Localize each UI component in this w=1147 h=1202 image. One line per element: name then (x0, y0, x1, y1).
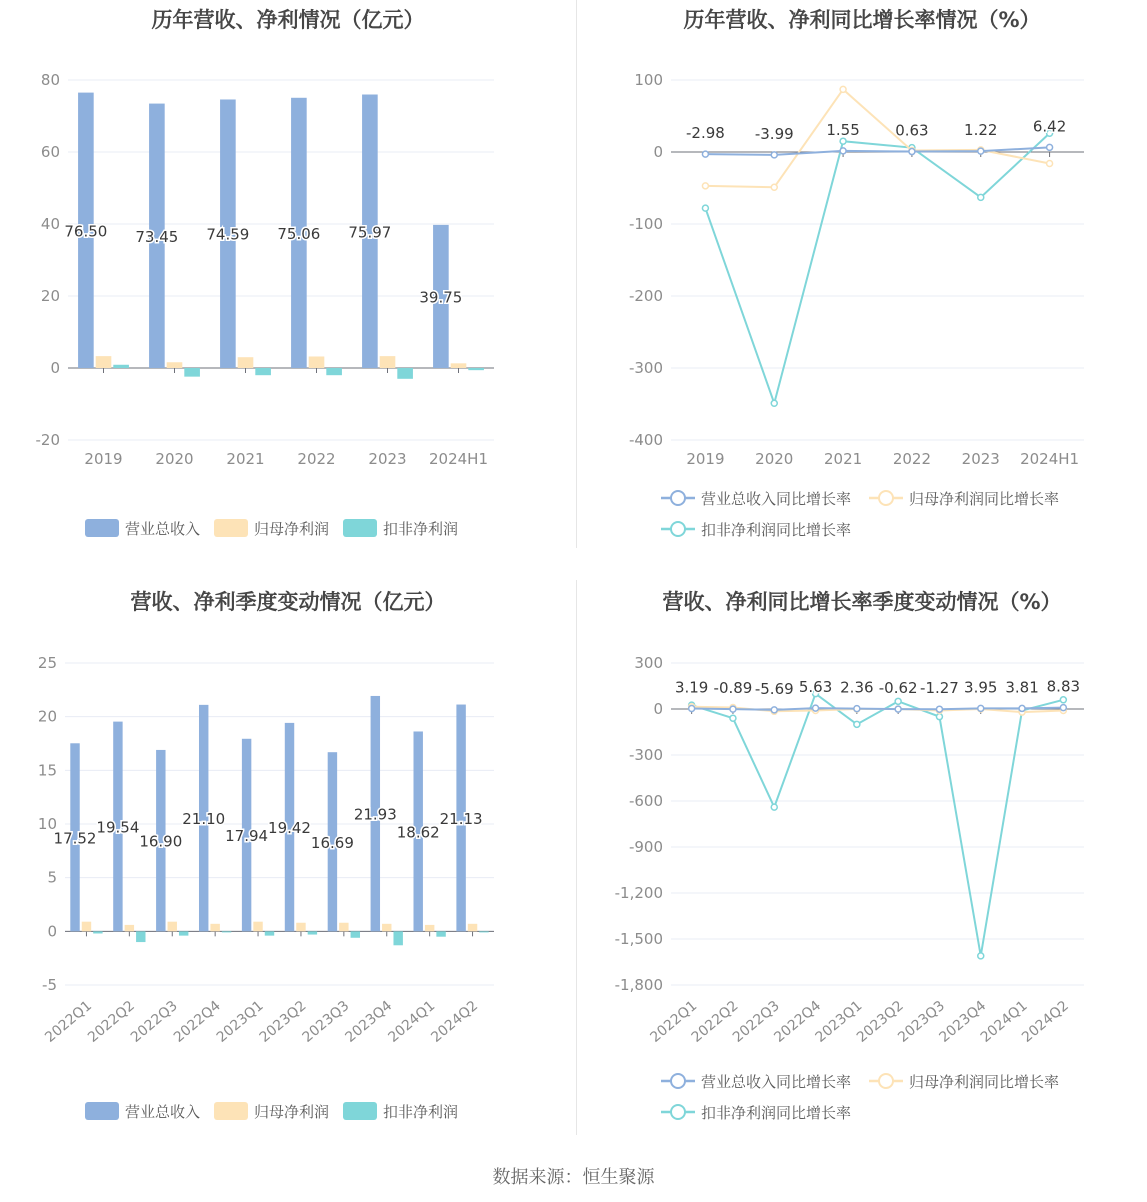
bar-parent-profit (468, 924, 477, 932)
bar-deducted-profit (93, 931, 102, 933)
legend-label: 营业总收入同比增长率 (701, 490, 852, 508)
data-point (813, 705, 819, 711)
x-tick-label: 2022 (892, 450, 932, 468)
legend-marker (879, 491, 893, 505)
data-label: 75.97 (348, 223, 392, 242)
x-tick-label: 2020 (155, 450, 194, 468)
x-tick-label: 2023Q3 (895, 997, 949, 1046)
y-tick-label: 80 (40, 71, 60, 89)
data-label: 76.50 (64, 222, 108, 241)
bar-deducted-profit (308, 931, 317, 934)
data-point (702, 183, 708, 189)
legend-label: 扣非净利润同比增长率 (701, 1104, 852, 1122)
bar-parent-profit (296, 923, 305, 932)
y-tick-label: 0 (47, 922, 57, 941)
legend-label: 归母净利润 (254, 1103, 330, 1121)
data-label: 16.69 (310, 833, 354, 852)
y-tick-label: -900 (628, 838, 663, 856)
data-label: 2.36 (840, 678, 874, 697)
data-label: 17.52 (53, 829, 97, 848)
y-tick-label: -5 (42, 976, 57, 994)
data-point (1019, 705, 1025, 711)
bar-deducted-profit (184, 368, 200, 377)
y-tick-label: 20 (37, 707, 57, 726)
data-label: 1.22 (964, 121, 998, 140)
data-point (840, 138, 846, 144)
y-tick-label: 10 (37, 815, 57, 833)
chart-title: 历年营收、净利情况（亿元） (151, 8, 425, 32)
x-tick-label: 2022Q1 (42, 997, 96, 1046)
y-tick-label: -1,500 (614, 930, 663, 948)
data-label: 16.90 (139, 832, 183, 851)
data-label: -5.69 (754, 679, 794, 698)
x-tick-label: 2022Q3 (127, 997, 181, 1046)
bar-parent-profit (168, 922, 177, 932)
y-tick-label: 0 (653, 700, 663, 718)
legend-swatch (214, 519, 248, 537)
data-point (895, 706, 901, 712)
legend-marker (671, 522, 685, 536)
x-tick-label: 2022Q4 (170, 997, 224, 1046)
bar-deducted-profit (393, 931, 402, 945)
annual-growth-chart (577, 0, 1147, 560)
data-point (978, 194, 984, 200)
x-tick-label: 2022Q2 (85, 997, 138, 1046)
bar-parent-profit (238, 357, 254, 368)
x-tick-label: 2022Q1 (647, 997, 701, 1046)
bar-parent-profit (425, 925, 434, 931)
bar-parent-profit (309, 356, 325, 368)
legend-marker (671, 1074, 685, 1088)
bar-parent-profit (82, 922, 91, 932)
legend-label: 扣非净利润 (383, 520, 459, 538)
chart-title: 营收、净利季度变动情况（亿元） (130, 590, 446, 614)
data-label: 19.42 (268, 819, 311, 838)
bar-parent-profit (167, 362, 183, 368)
data-label: -2.98 (686, 124, 725, 143)
y-tick-label: 300 (634, 654, 663, 672)
bar-deducted-profit (479, 931, 488, 932)
bar-parent-profit (125, 925, 134, 931)
data-point (978, 953, 984, 959)
bar-deducted-profit (136, 931, 145, 942)
annual-growth-plot (577, 0, 1147, 560)
data-label: 39.75 (419, 288, 463, 307)
x-tick-label: 2023Q4 (342, 997, 396, 1046)
data-label: 21.10 (182, 810, 226, 829)
data-label: 74.59 (206, 225, 250, 244)
x-tick-label: 2023Q1 (812, 997, 866, 1046)
x-tick-label: 2023Q1 (213, 997, 267, 1046)
data-point (702, 151, 708, 157)
y-tick-label: -1,200 (614, 884, 663, 902)
x-tick-label: 2021 (226, 450, 265, 468)
legend-marker (671, 491, 685, 505)
legend-marker (671, 1105, 685, 1119)
bar-deducted-profit (222, 931, 231, 932)
y-tick-label: -20 (35, 431, 60, 449)
y-tick-label: 100 (634, 71, 663, 89)
bar-parent-profit (339, 923, 348, 932)
y-tick-label: 40 (40, 215, 60, 233)
data-point (702, 205, 708, 211)
bar-deducted-profit (113, 365, 129, 368)
y-tick-label: -300 (628, 359, 663, 377)
legend-label: 归母净利润同比增长率 (909, 490, 1060, 508)
bar-deducted-profit (468, 368, 484, 370)
y-tick-label: 60 (40, 143, 60, 161)
legend-label: 归母净利润同比增长率 (909, 1073, 1060, 1091)
data-point (1060, 697, 1066, 703)
bar-parent-profit (210, 924, 219, 932)
y-tick-label: 0 (50, 359, 60, 377)
legend-label: 营业总收入同比增长率 (701, 1073, 852, 1091)
data-label: 5.63 (798, 678, 833, 697)
data-label: 3.81 (1005, 678, 1039, 697)
x-tick-label: 2023 (961, 450, 1000, 468)
legend-swatch (85, 1102, 119, 1120)
legend-label: 营业总收入 (125, 1103, 201, 1121)
y-tick-label: 20 (40, 287, 60, 305)
data-point (771, 707, 777, 713)
y-tick-label: 0 (653, 143, 663, 161)
legend-marker (879, 1074, 893, 1088)
data-point (936, 714, 942, 720)
bar-deducted-profit (351, 931, 360, 937)
x-tick-label: 2022 (297, 450, 336, 468)
data-point (840, 86, 846, 92)
annual-values-plot (0, 0, 576, 560)
data-label: 21.93 (353, 805, 397, 824)
data-source: 数据来源：恒生聚源 (492, 1167, 655, 1188)
data-label: 8.83 (1046, 677, 1081, 696)
data-point (895, 698, 901, 704)
data-label: 18.62 (396, 823, 440, 842)
bar-parent-profit (451, 363, 467, 368)
data-label: 3.95 (964, 678, 998, 697)
data-point (730, 715, 736, 721)
bar-deducted-profit (326, 368, 342, 375)
chart-title: 营收、净利同比增长率季度变动情况（%） (662, 590, 1062, 614)
series-line (705, 133, 1049, 403)
x-tick-label: 2023Q2 (256, 997, 310, 1046)
data-label: -1.27 (920, 679, 959, 698)
x-tick-label: 2023Q4 (936, 997, 990, 1046)
y-tick-label: -200 (628, 287, 663, 305)
legend-label: 归母净利润 (254, 520, 330, 538)
data-point (854, 721, 860, 727)
legend-label: 营业总收入 (125, 520, 201, 538)
y-tick-label: 5 (47, 868, 57, 887)
annual-values-chart (0, 0, 576, 560)
bar-parent-profit (382, 924, 391, 932)
legend-swatch (343, 519, 377, 537)
legend-swatch (343, 1102, 377, 1120)
chart-title: 历年营收、净利同比增长率情况（%） (683, 8, 1041, 32)
data-label: 21.13 (439, 809, 483, 828)
bar-deducted-profit (436, 931, 445, 936)
data-point (730, 706, 736, 712)
bar-deducted-profit (397, 368, 413, 379)
y-tick-label: 25 (37, 654, 57, 672)
data-point (909, 149, 915, 155)
data-point (1047, 144, 1053, 150)
data-point (840, 148, 846, 154)
y-tick-label: -400 (628, 431, 663, 449)
legend-swatch (214, 1102, 248, 1120)
data-label: -0.62 (878, 679, 918, 698)
data-point (978, 148, 984, 154)
bar-deducted-profit (265, 931, 274, 935)
legend-label: 扣非净利润 (383, 1103, 459, 1121)
data-label: 1.55 (826, 120, 860, 139)
bar-deducted-profit (255, 368, 271, 375)
y-tick-label: -600 (628, 792, 663, 810)
data-label: 0.63 (895, 121, 929, 140)
x-tick-label: 2020 (755, 450, 794, 468)
data-point (1047, 161, 1053, 167)
y-tick-label: -1,800 (614, 976, 663, 994)
data-label: -0.89 (713, 679, 753, 698)
data-point (771, 400, 777, 406)
quarterly-growth-plot (577, 580, 1147, 1140)
data-label: 3.19 (674, 678, 709, 697)
data-point (771, 804, 777, 810)
data-point (689, 706, 695, 712)
bar-deducted-profit (179, 931, 188, 935)
x-tick-label: 2021 (823, 450, 863, 468)
y-tick-label: -100 (628, 215, 663, 233)
x-tick-label: 2024Q2 (428, 997, 482, 1046)
series-line (692, 694, 1064, 956)
bar-parent-profit (96, 356, 112, 368)
data-point (771, 152, 777, 158)
x-tick-label: 2019 (686, 450, 725, 468)
bar-parent-profit (380, 356, 396, 368)
x-tick-label: 2023Q3 (299, 997, 353, 1046)
x-tick-label: 2023Q2 (853, 997, 907, 1046)
x-tick-label: 2023 (368, 450, 407, 468)
x-tick-label: 2024H1 (1020, 450, 1080, 468)
data-label: 6.42 (1032, 117, 1067, 136)
x-tick-label: 2019 (84, 450, 123, 468)
data-point (1060, 705, 1066, 711)
data-label: 75.06 (277, 224, 321, 243)
data-label: 73.45 (135, 227, 179, 246)
data-point (978, 705, 984, 711)
x-tick-label: 2024H1 (429, 450, 488, 468)
quarterly-growth-chart (577, 580, 1147, 1140)
x-tick-label: 2024Q1 (385, 997, 439, 1046)
x-tick-label: 2022Q3 (729, 997, 783, 1046)
x-tick-label: 2024Q2 (1019, 997, 1072, 1046)
x-tick-label: 2022Q4 (771, 997, 825, 1046)
y-tick-label: -300 (628, 746, 663, 764)
x-tick-label: 2022Q2 (688, 997, 742, 1046)
quarterly-values-chart (0, 580, 576, 1140)
y-tick-label: 15 (37, 761, 57, 780)
data-label: 19.54 (96, 818, 140, 837)
legend-label: 扣非净利润同比增长率 (701, 521, 852, 539)
data-label: -3.99 (754, 124, 794, 143)
data-point (771, 184, 777, 190)
data-point (936, 706, 942, 712)
legend-swatch (85, 519, 119, 537)
quarterly-values-plot (0, 580, 576, 1140)
x-tick-label: 2024Q1 (977, 997, 1031, 1046)
bar-parent-profit (253, 922, 262, 932)
data-point (854, 706, 860, 712)
data-label: 17.94 (225, 827, 269, 846)
